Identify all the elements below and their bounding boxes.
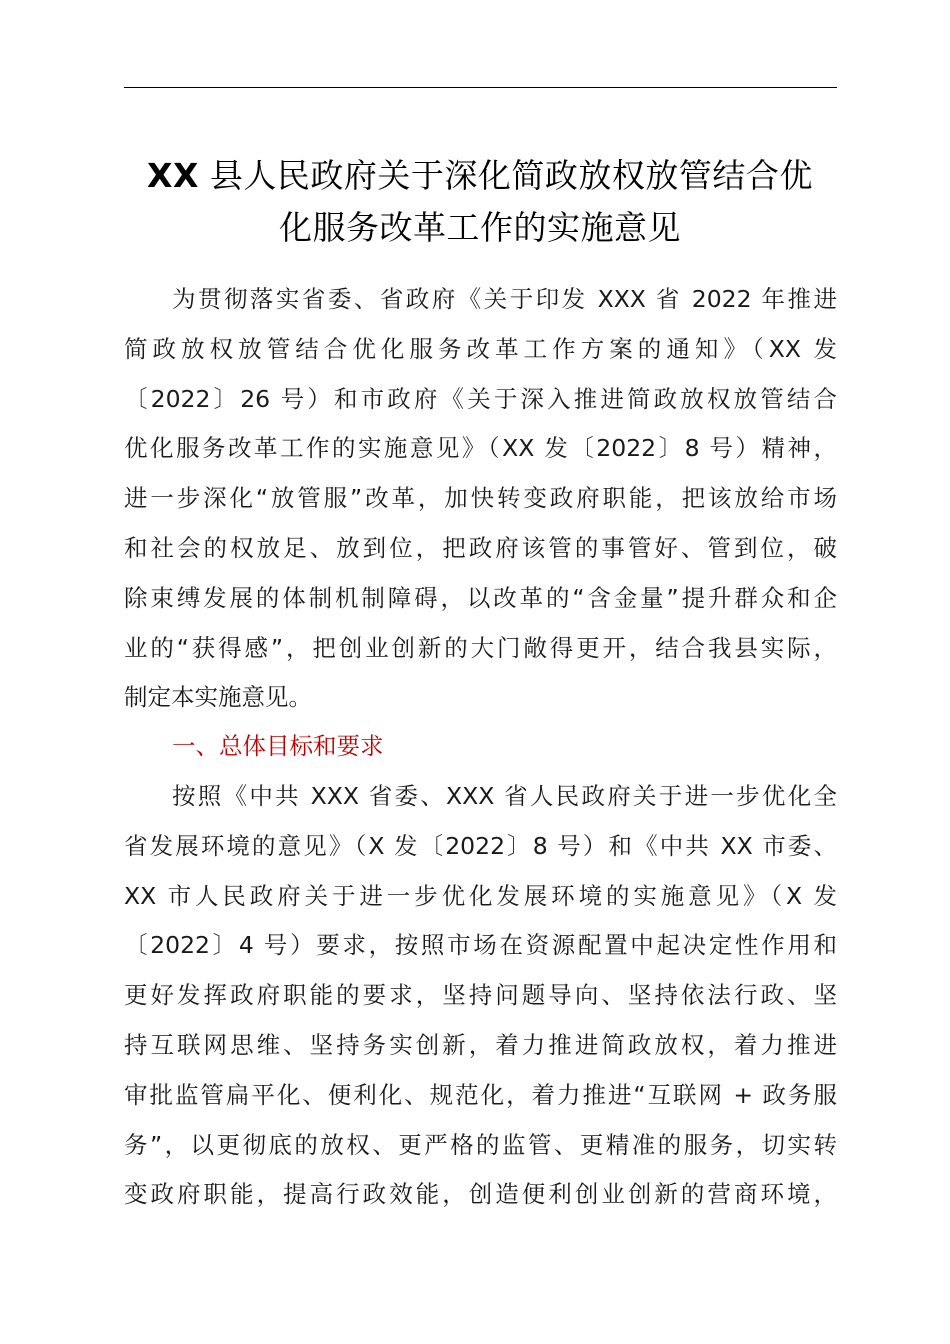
title-line-1 xyxy=(110,150,850,202)
title-line-2: 化服务改革工作的实施意见 xyxy=(279,208,681,247)
paragraph-line: 简政放权放管结合优化服务改革工作方案的通知》（XX 发 xyxy=(124,334,837,363)
paragraph-line: 务”，以更彻底的放权、更严格的监管、更精准的服务，切实转 xyxy=(124,1130,837,1159)
paragraph-line: 更好发挥政府职能的要求，坚持问题导向、坚持依法行政、坚 xyxy=(124,981,837,1010)
paragraph-line: 持互联网思维、坚持务实创新，着力推进简政放权，着力推进 xyxy=(124,1030,837,1059)
paragraph-line: 〔2022〕26 号）和市政府《关于深入推进简政放权放管结合 xyxy=(124,384,837,413)
paragraph-line: 优化服务改革工作的实施意见》（XX 发〔2022〕8 号）精神， xyxy=(124,434,837,463)
paragraph-line: 除束缚发展的体制机制障碍，以改革的“含金量”提升群众和企 xyxy=(124,583,837,612)
paragraph-line: 变政府职能，提高行政效能，创造便利创业创新的营商环境， xyxy=(124,1180,837,1209)
paragraph-line: 按照《中共 XXX 省委、XXX 省人民政府关于进一步优化全 xyxy=(172,782,837,810)
paragraph-line: 制定本实施意见。 xyxy=(124,683,312,712)
paragraph-goals xyxy=(124,772,837,1220)
paragraph-line: 审批监管扁平化、便利化、规范化，着力推进“互联网 + 政务服 xyxy=(124,1080,837,1109)
paragraph-line: XX 市人民政府关于进一步优化发展环境的实施意见》（X 发 xyxy=(124,881,837,910)
paragraph-line: 业的“获得感”，把创业创新的大门敞得更开，结合我县实际， xyxy=(124,633,837,662)
paragraph-line: 〔2022〕4 号）要求，按照市场在资源配置中起决定性作用和 xyxy=(124,931,837,960)
header-rule xyxy=(124,87,837,88)
paragraph-line: 进一步深化“放管服”改革，加快转变政府职能，把该放给市场 xyxy=(124,484,837,513)
section-heading: 一、总体目标和要求 xyxy=(172,732,384,760)
document-title xyxy=(110,150,850,254)
title-line-1-text: 县人民政府关于深化简政放权放管结合优 xyxy=(198,156,813,195)
paragraph-line: 省发展环境的意见》（X 发〔2022〕8 号）和《中共 XX 市委、 xyxy=(124,831,837,860)
paragraph-line: 和社会的权放足、放到位，把政府该管的事管好、管到位，破 xyxy=(124,533,837,562)
title-bold-prefix: XX xyxy=(147,156,199,195)
paragraph-intro xyxy=(124,275,837,723)
paragraph-line: 为贯彻落实省委、省政府《关于印发 XXX 省 2022 年推进 xyxy=(172,285,837,313)
